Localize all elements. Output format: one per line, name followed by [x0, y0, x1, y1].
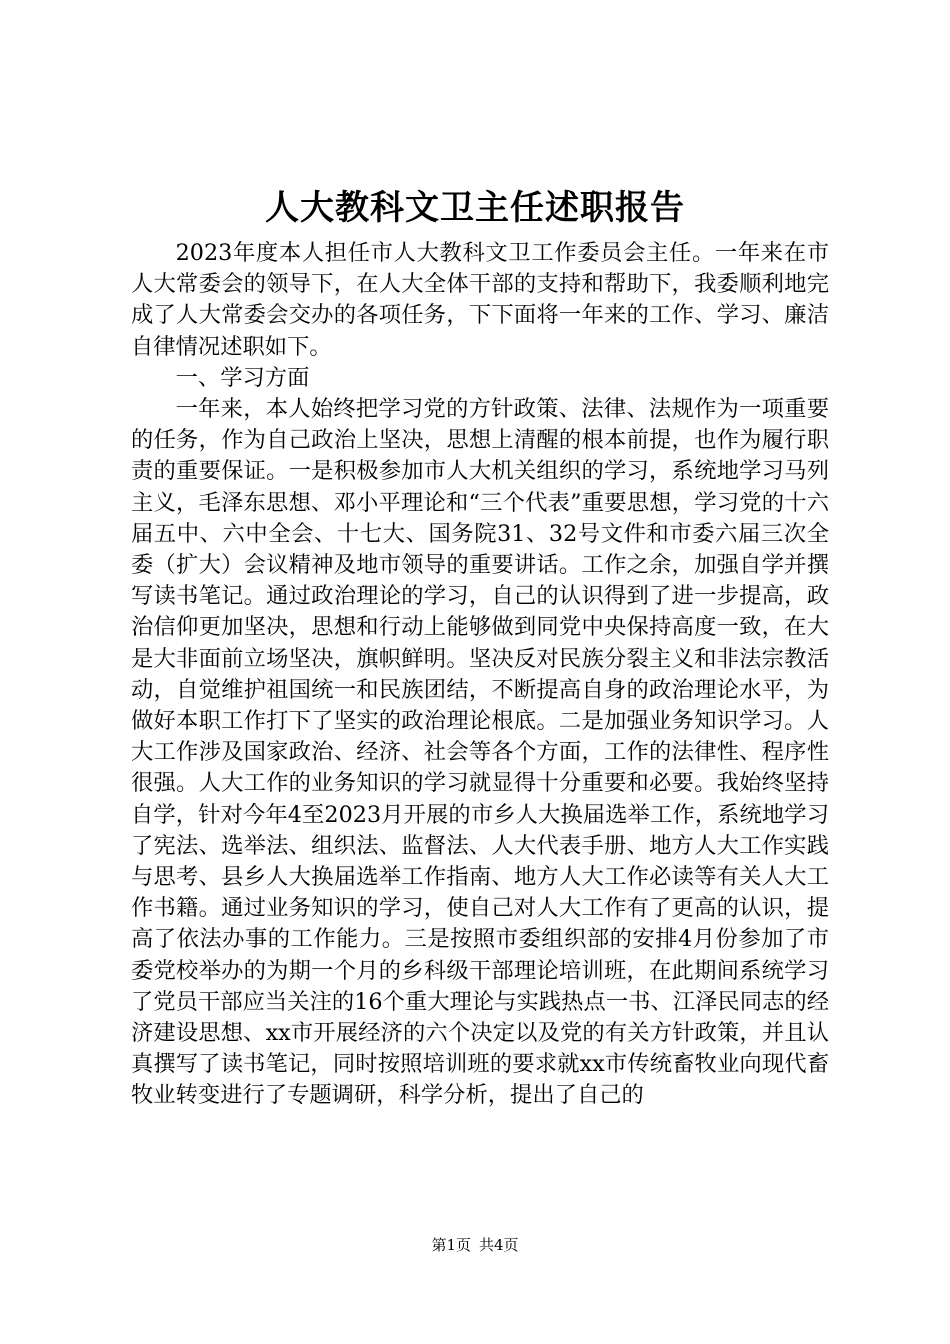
page-number: 第1页	[431, 1236, 471, 1254]
section-heading-study: 一、学习方面	[175, 364, 310, 391]
document-title: 人大教科文卫主任述职报告	[265, 188, 685, 228]
study-paragraph: 一年来，本人始终把学习党的方针政策、法律、法规作为一项重要的任务，作为自己政治上坚决，思想上清醒的根本前提，也作为履行职责的重要保证。一是积极参加市人大机关组织的学习，系统地学习马列主义，毛泽东思想、邓小平理论和“三个代表”重要思想，学习党的十六届五中、六中全会、十七大、国务院31、32号文件和市委六届三次全委（扩大）会议精神及地市领导的重要讲话。工作之余，加强自学并撰写读书笔记。通过政治理论的学习，自己的认识得到了进一步提高，政治信仰更加坚决，思想和行动上能够做到同党中央保持高度一致，在大是大非面前立场坚决，旗帜鲜明。坚决反对民族分裂主义和非法宗教活动，自觉维护祖国统一和民族团结，不断提高自身的政治理论水平，为做好本职工作打下了坚实的政治理论根底。二是加强业务知识学习。人大工作涉及国家政治、经济、社会等各个方面，工作的法律性、程序性很强。人大工作的业务知识的学习就显得十分重要和必要。我始终坚持自学，针对今年4至2023月开展的市乡人大换届选举工作，系统地学习了宪法、选举法、组织法、监督法、人大代表手册、地方人大工作实践与思考、县乡人大换届选举工作指南、地方人大工作必读等有关人大工作书籍。通过业务知识的学习，使自己对人大工作有了更高的认识，提高了依法办事的工作能力。三是按照市委组织部的安排4月份参加了市委党校举办的为期一个月的乡科级干部理论培训班，在此期间系统学习了党员干部应当关注的16个重大理论与实践热点一书、江泽民同志的经济建设思想、xx市开展经济的六个决定以及党的有关方针政策，并且认真撰写了读书笔记，同时按照培训班的要求就xx市传统畜牧业向现代畜牧业转变进行了专题调研，科学分析，提出了自己的	[131, 396, 829, 1109]
page-footer	[0, 1235, 950, 1255]
intro-paragraph: 2023年度本人担任市人大教科文卫工作委员会主任。一年来在市人大常委会的领导下，在人大全体干部的支持和帮助下，我委顺利地完成了人大常委会交办的各项任务，下下面将一年来的工作、学习、廉洁自律情况述职如下。	[131, 240, 829, 360]
document-body	[131, 238, 829, 1112]
page-total: 共4页	[479, 1236, 519, 1254]
